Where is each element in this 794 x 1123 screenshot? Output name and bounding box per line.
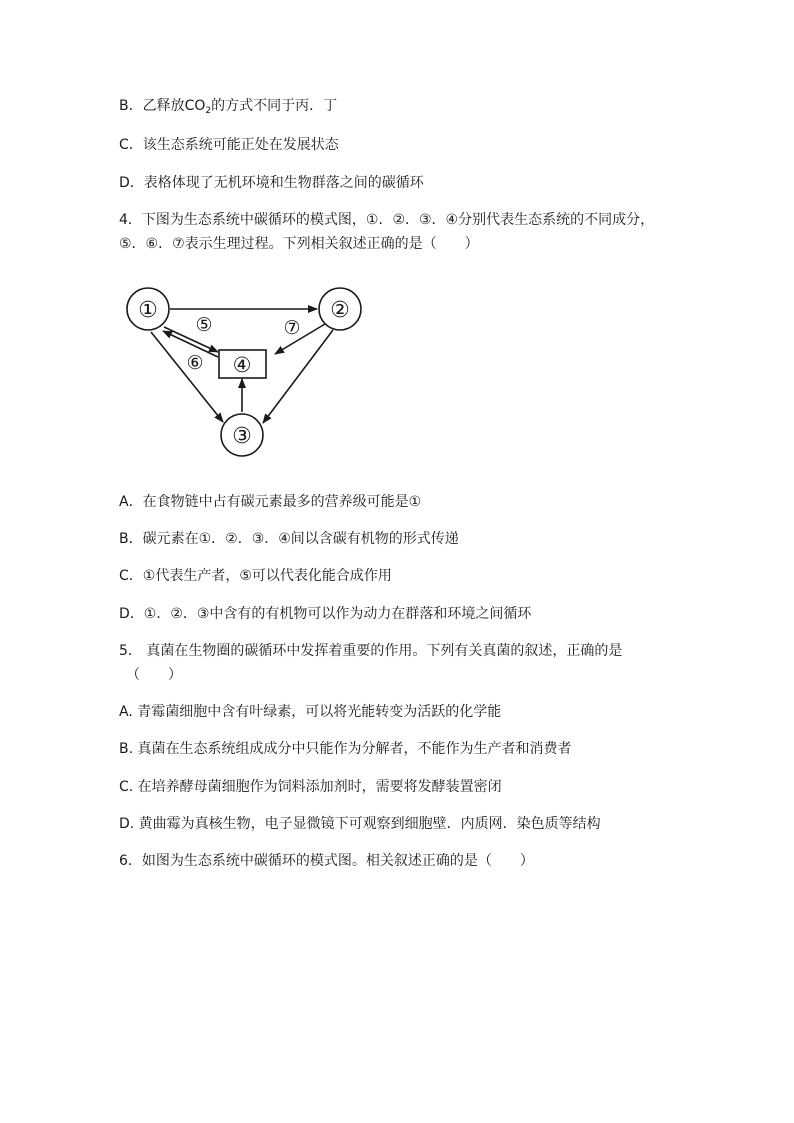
q5-option-d: D. 黄曲霉为真核生物，电子显微镜下可观察到细胞壁．内质网．染色质等结构 — [119, 816, 601, 832]
q4-option-a: A．在食物链中占有碳元素最多的营养级可能是① — [119, 494, 422, 510]
q3-option-b — [119, 96, 337, 116]
process-6-label: ⑥ — [186, 352, 204, 374]
q3-option-c: C．该生态系统可能正处在发展状态 — [119, 137, 339, 153]
q3-option-d: D．表格体现了无机环境和生物群落之间的碳循环 — [119, 175, 424, 191]
co2-subscript: 2 — [205, 106, 212, 116]
q5-option-a: A. 青霉菌细胞中含有叶绿素，可以将光能转变为活跃的化学能 — [119, 704, 502, 720]
q5-stem-line2: （ ） — [126, 667, 182, 683]
node-4-label: ④ — [232, 353, 252, 377]
q3-option-b-text-end: 的方式不同于丙．丁 — [211, 98, 338, 114]
arrow-2-to-3 — [263, 330, 333, 423]
q5-option-c: C. 在培养酵母菌细胞作为饲料添加剂时，需要将发酵装置密闭 — [119, 779, 502, 795]
q6-stem: 6．如图为生态系统中碳循环的模式图。相关叙述正确的是（ ） — [119, 853, 534, 869]
node-2-label: ② — [330, 298, 350, 323]
q4-option-d: D．①．②．③中含有的有机物可以作为动力在群落和环境之间循环 — [119, 606, 532, 622]
q5-stem-line1: 5． 真菌在生物圈的碳循环中发挥着重要的作用。下列有关真菌的叙述，正确的是 — [119, 643, 623, 659]
carbon-cycle-diagram — [115, 280, 375, 465]
node-3-label: ③ — [232, 424, 252, 449]
node-1-label: ① — [138, 298, 158, 323]
arrow-1-to-3 — [151, 332, 223, 422]
q4-stem-line1: 4．下图为生态系统中碳循环的模式图，①．②．③．④分别代表生态系统的不同成分， — [119, 212, 655, 228]
q3-option-b-text: B．乙释放CO — [119, 98, 206, 114]
q4-option-c: C．①代表生产者，⑤可以代表化能合成作用 — [119, 568, 392, 584]
q4-stem-line2: ⑤．⑥．⑦表示生理过程。下列相关叙述正确的是（ ） — [119, 236, 479, 252]
process-7-label: ⑦ — [283, 317, 301, 339]
q4-option-b: B．碳元素在①．②．③．④间以含碳有机物的形式传递 — [119, 531, 459, 547]
process-5-label: ⑤ — [195, 314, 213, 336]
q5-option-b: B. 真菌在生态系统组成成分中只能作为分解者，不能作为生产者和消费者 — [119, 741, 572, 757]
